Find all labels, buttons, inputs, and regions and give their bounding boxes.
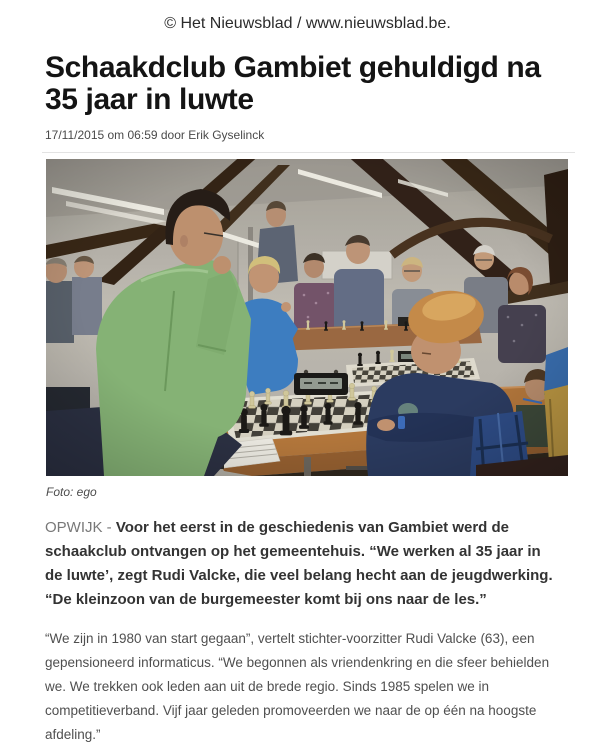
copyright-credit: © Het Nieuwsblad / www.nieuwsblad.be. xyxy=(164,15,451,32)
article-byline: 17/11/2015 om 06:59 door Erik Gyselinck xyxy=(45,128,265,142)
lead-location: OPWIJK - xyxy=(45,519,116,536)
body-paragraph: “We zijn in 1980 van start gegaan”, vertelt stichter-voorzitter Rudi Valcke (63), een gepensioneerd informaticus. “We begonnen als vriendenkring en die sfeer behielden we. We trekken ook leden aan uit de brede regio. Sinds 1985 spelen we in competitieverband. Vijf jaar geleden promoveerden we naar de op één na hoogste afdeling.” xyxy=(45,631,550,742)
lead-text: Voor het eerst in de geschiedenis van Gambiet werd de schaakclub ontvangen op het gemeentehuis. “We werken al 35 jaar in de luwte’, zegt Rudi Valcke, die veel belang hecht aan de jeugdwerking. “De kleinzoon van de burgemeester komt bij ons naar de les.” xyxy=(45,519,553,608)
article-photo xyxy=(46,159,568,499)
divider xyxy=(42,152,575,153)
lead-paragraph xyxy=(45,516,553,612)
article-headline: Schaakdclub Gambiet gehuldigd na 35 jaar in luwte xyxy=(45,51,541,116)
article-photo-illustration xyxy=(46,159,568,476)
photo-caption: Foto: ego xyxy=(46,485,97,499)
